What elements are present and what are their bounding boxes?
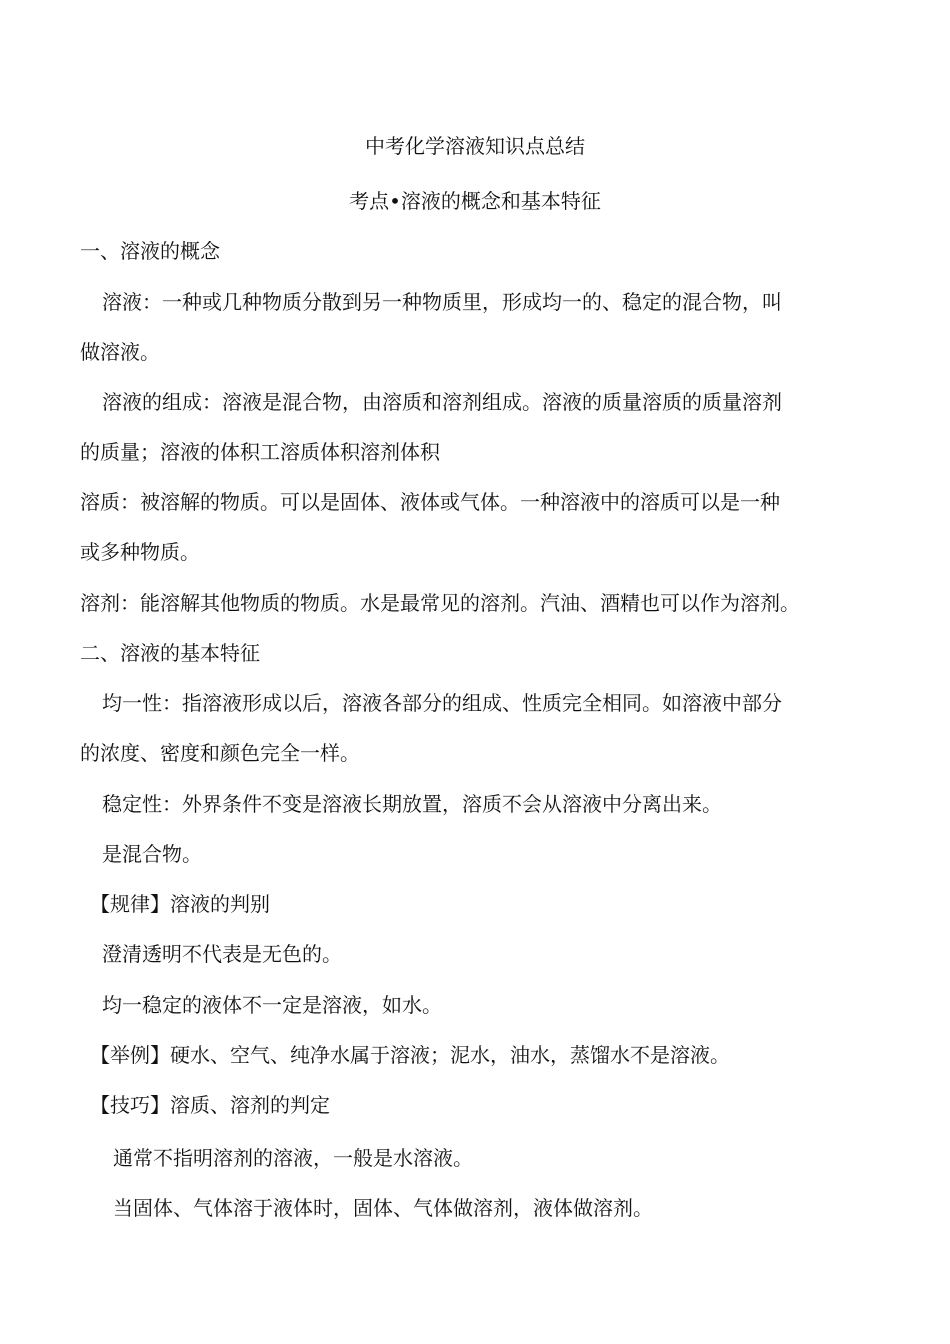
paragraph-line: 的浓度、密度和颜色完全一样。	[80, 741, 360, 765]
paragraph-line: 溶液：一种或几种物质分散到另一种物质里，形成均一的、稳定的混合物，叫	[102, 290, 782, 314]
paragraph-line: 当固体、气体溶于液体时，固体、气体做溶剂，液体做溶剂。	[113, 1196, 653, 1220]
paragraph-line: 做溶液。	[80, 340, 160, 364]
example-line: 【举例】硬水、空气、纯净水属于溶液；泥水，油水，蒸馏水不是溶液。	[90, 1043, 730, 1067]
paragraph-line: 的质量；溶液的体积工溶质体积溶剂体积	[80, 440, 440, 464]
rule-heading: 【规律】溶液的判别	[90, 892, 270, 916]
paragraph-line: 均一性：指溶液形成以后，溶液各部分的组成、性质完全相同。如溶液中部分	[102, 691, 782, 715]
section-heading: 二、溶液的基本特征	[80, 641, 260, 665]
paragraph-line: 均一稳定的液体不一定是溶液，如水。	[102, 993, 442, 1017]
section-heading: 一、溶液的概念	[80, 239, 220, 263]
paragraph-line: 或多种物质。	[80, 540, 200, 564]
paragraph-line: 溶质：被溶解的物质。可以是固体、液体或气体。一种溶液中的溶质可以是一种	[80, 490, 780, 514]
tip-heading: 【技巧】溶质、溶剂的判定	[90, 1093, 330, 1117]
paragraph-line: 稳定性：外界条件不变是溶液长期放置，溶质不会从溶液中分离出来。	[102, 792, 722, 816]
paragraph-line: 是混合物。	[102, 842, 202, 866]
paragraph-line: 通常不指明溶剂的溶液，一般是水溶液。	[113, 1146, 473, 1170]
document-title: 中考化学溶液知识点总结	[365, 134, 585, 158]
paragraph-line: 溶剂：能溶解其他物质的物质。水是最常见的溶剂。汽油、酒精也可以作为溶剂。	[80, 591, 800, 615]
document-subtitle: 考点•溶液的概念和基本特征	[349, 189, 601, 213]
paragraph-line: 溶液的组成：溶液是混合物，由溶质和溶剂组成。溶液的质量溶质的质量溶剂	[102, 390, 782, 414]
paragraph-line: 澄清透明不代表是无色的。	[102, 942, 342, 966]
